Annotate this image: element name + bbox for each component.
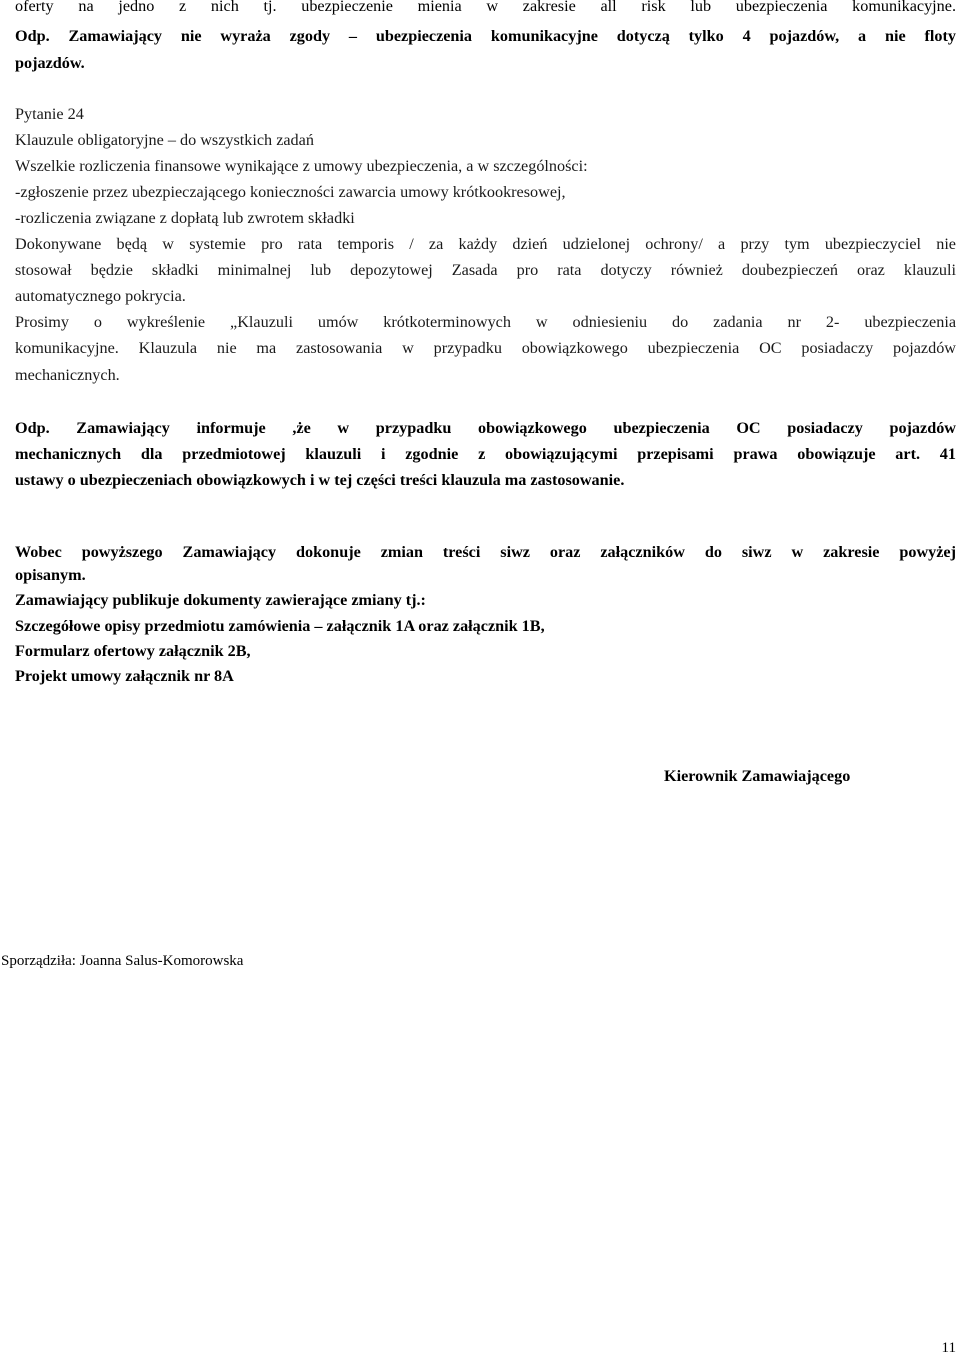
question-line: Dokonywane będą w systemie pro rata temporis / za każdy dzień udzielonej ochrony/ a przy tym ubezpieczyciel nie	[15, 235, 956, 253]
question-heading: Pytanie 24	[15, 105, 84, 123]
question-line: Wszelkie rozliczenia finansowe wynikające z umowy ubezpieczenia, a w szczególności:	[15, 157, 588, 175]
text-line-top-1: oferty na jedno z nich tj. ubezpieczenie mienia w zakresie all risk lub ubezpieczenia komunikacyjne.	[15, 0, 956, 15]
page-number: 11	[941, 1340, 956, 1356]
conclusion-line: Projekt umowy załącznik nr 8A	[15, 667, 234, 685]
question-line: automatycznego pokrycia.	[15, 287, 186, 305]
question-line: -rozliczenia związane z dopłatą lub zwrotem składki	[15, 209, 355, 227]
answer-line: Odp. Zamawiający informuje ,że w przypadku obowiązkowego ubezpieczenia OC posiadaczy pojazdów	[15, 419, 956, 437]
question-line: mechanicznych.	[15, 366, 120, 384]
conclusion-line: opisanym.	[15, 566, 86, 584]
question-line: Prosimy o wykreślenie „Klauzuli umów krótkoterminowych w odniesieniu do zadania nr 2- ubezpieczenia	[15, 313, 956, 331]
answer-line-vehicles: Odp. Zamawiający nie wyraża zgody – ubezpieczenia komunikacyjne dotyczą tylko 4 pojazdów, a nie floty	[15, 27, 956, 45]
answer-line: ustawy o ubezpieczeniach obowiązkowych i w tej części treści klauzula ma zastosowanie.	[15, 471, 625, 489]
question-line: Klauzule obligatoryjne – do wszystkich zadań	[15, 131, 314, 149]
conclusion-line: Formularz ofertowy załącznik 2B,	[15, 642, 251, 660]
question-line: komunikacyjne. Klauzula nie ma zastosowania w przypadku obowiązkowego ubezpieczenia OC posiadaczy pojazdów	[15, 339, 956, 357]
signature-title: Kierownik Zamawiającego	[664, 767, 851, 785]
conclusion-line: Zamawiający publikuje dokumenty zawierające zmiany tj.:	[15, 591, 426, 609]
conclusion-line: Szczegółowe opisy przedmiotu zamówienia – załącznik 1A oraz załącznik 1B,	[15, 617, 545, 635]
prepared-by: Sporządziła: Joanna Salus-Komorowska	[1, 953, 244, 969]
question-line: stosował będzie składki minimalnej lub depozytowej Zasada pro rata dotyczy również doubezpieczeń oraz klauzuli	[15, 261, 956, 279]
answer-line: mechanicznych dla przedmiotowej klauzuli i zgodnie z obowiązującymi przepisami prawa obowiązuje art. 41	[15, 445, 956, 463]
conclusion-line: Wobec powyższego Zamawiający dokonuje zmian treści siwz oraz załączników do siwz w zakresie powyżej	[15, 543, 956, 561]
answer-line-vehicles-continued: pojazdów.	[15, 54, 85, 72]
question-line: -zgłoszenie przez ubezpieczającego konieczności zawarcia umowy krótkookresowej,	[15, 183, 566, 201]
